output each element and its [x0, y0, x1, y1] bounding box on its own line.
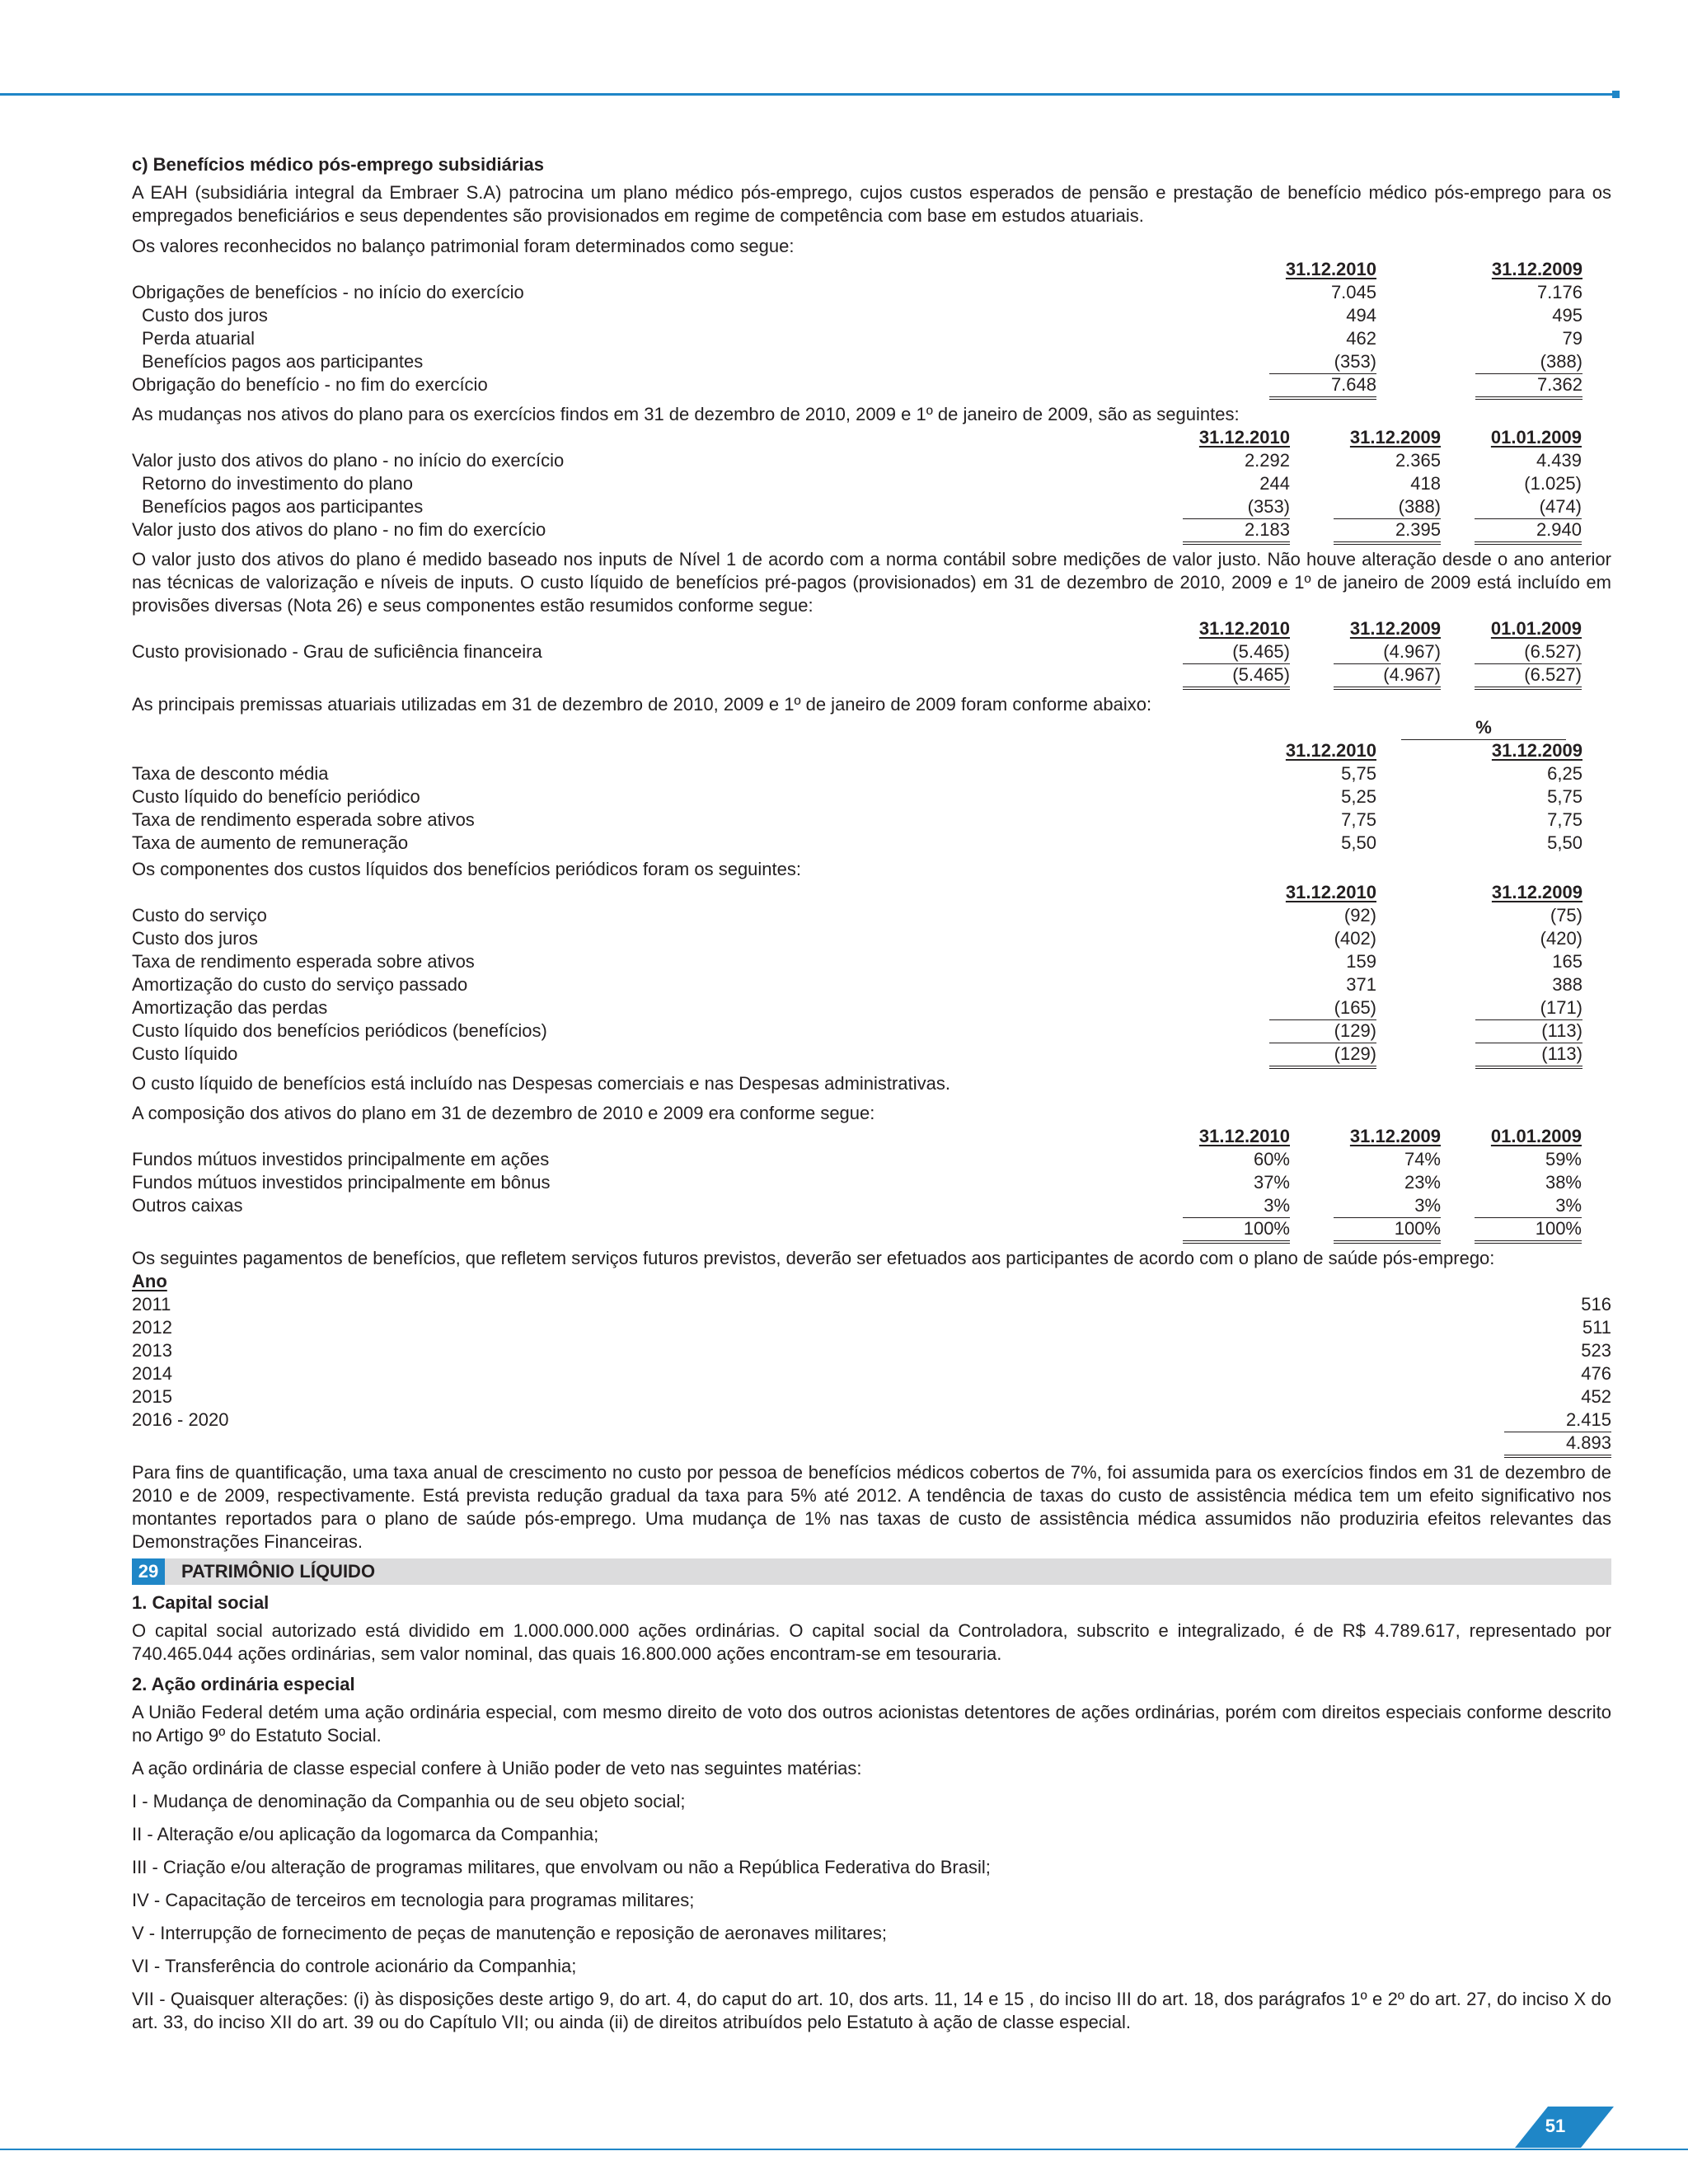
cell: 7.362 — [1475, 373, 1582, 400]
year-label: 2013 — [132, 1340, 172, 1361]
cell: (353) — [1269, 350, 1376, 374]
table-row — [132, 1019, 1611, 1043]
cell: 7.176 — [1536, 282, 1582, 302]
cell: (6.527) — [1475, 640, 1582, 664]
table-header-row — [132, 1125, 1611, 1148]
row-label: Perda atuarial — [142, 328, 255, 349]
row-label: Benefícios pagos aos participantes — [142, 351, 424, 372]
cell: (353) — [1183, 495, 1290, 519]
veto-item: I - Mudança de denominação da Companhia ou de seu objeto social; — [132, 1791, 686, 1811]
cell: 495 — [1552, 305, 1582, 326]
column-header: 01.01.2009 — [1490, 1126, 1582, 1146]
cell: 7,75 — [1547, 809, 1582, 830]
table-row — [132, 1339, 1611, 1362]
plan-composition-intro: A composição dos ativos do plano em 31 de dezembro de 2010 e 2009 era conforme segue: — [132, 1103, 875, 1123]
row-label: Obrigação do benefício - no fim do exercício — [132, 374, 488, 395]
cell: 3% — [1475, 1194, 1582, 1218]
row-label: Outros caixas — [132, 1195, 243, 1216]
table-row — [132, 808, 1611, 832]
cell: 523 — [1581, 1340, 1611, 1361]
cell: 38% — [1545, 1172, 1582, 1193]
table-row — [132, 350, 1611, 373]
row-label: Taxa de desconto média — [132, 763, 329, 784]
veto-item: IV - Capacitação de terceiros em tecnologia para programas militares; — [132, 1890, 695, 1910]
cell: 516 — [1581, 1294, 1611, 1315]
veto-item: III - Criação e/ou alteração de programas militares, que envolvam ou não a República Federativa do Brasil; — [132, 1857, 991, 1877]
future-payments-intro: Os seguintes pagamentos de benefícios, que refletem serviços futuros previstos, deverão ser efetuados aos participantes de acordo com o plano de saúde pós-emprego: — [132, 1248, 1495, 1268]
table-row — [132, 1194, 1611, 1217]
capital-social-text: O capital social autorizado está dividido em 1.000.000.000 ações ordinárias. O capital social da Controladora, subscrito e integralizado, é de R$ 4.789.617, representado por 740.465.044 ações ordinárias, sem valor nominal, das quais 16.800.000 ações encontram-se em tesouraria. — [132, 1620, 1611, 1664]
percent-header-row — [132, 716, 1611, 739]
page-content — [132, 153, 1611, 2041]
cell: 5,50 — [1547, 832, 1582, 853]
column-header: 31.12.2010 — [1198, 1126, 1290, 1146]
cell: 3% — [1334, 1194, 1441, 1218]
plan-composition-table — [132, 1125, 1611, 1240]
row-label: Custo dos juros — [142, 305, 268, 326]
cell: 2.292 — [1244, 450, 1290, 471]
cell: 388 — [1552, 974, 1582, 995]
cell: (129) — [1269, 1019, 1376, 1043]
cell: 244 — [1259, 473, 1290, 494]
table-row — [132, 904, 1611, 927]
row-label: Obrigações de benefícios - no início do exercício — [132, 282, 524, 302]
table-row — [132, 304, 1611, 327]
column-header: 31.12.2010 — [1285, 882, 1376, 902]
page-number: 51 — [1545, 2116, 1566, 2136]
assets-changes-intro: As mudanças nos ativos do plano para os exercícios findos em 31 de dezembro de 2010, 2009 e 1º de janeiro de 2009, são as seguintes: — [132, 404, 1240, 424]
row-label: Custo líquido dos benefícios periódicos (benefícios) — [132, 1020, 547, 1041]
cell: (92) — [1343, 905, 1376, 926]
section-title: PATRIMÔNIO LÍQUIDO — [181, 1561, 376, 1582]
column-header: 31.12.2010 — [1285, 259, 1376, 279]
cell: 5,75 — [1547, 786, 1582, 807]
cell: 511 — [1582, 1317, 1611, 1338]
section-29-header — [132, 1558, 1611, 1585]
column-header: 31.12.2009 — [1349, 1126, 1441, 1146]
table-total-row — [132, 1217, 1611, 1240]
column-header: 31.12.2009 — [1349, 618, 1441, 639]
cell: 74% — [1404, 1149, 1441, 1169]
table-row — [132, 1316, 1611, 1339]
cell: 2.395 — [1334, 518, 1441, 545]
table-row — [132, 950, 1611, 973]
total-cell: 4.893 — [1504, 1432, 1611, 1458]
cell: (388) — [1475, 350, 1582, 374]
table-row — [132, 495, 1611, 518]
table-row — [132, 832, 1611, 855]
cell: (4.967) — [1334, 663, 1441, 690]
section-c-title: c) Benefícios médico pós-emprego subsidiárias — [132, 154, 545, 175]
table-row — [132, 785, 1611, 808]
table-row — [132, 1408, 1611, 1432]
cell: 100% — [1183, 1217, 1290, 1244]
cell: 7.648 — [1269, 373, 1376, 400]
table-header-row — [132, 1270, 1611, 1293]
cell: 5,50 — [1341, 832, 1376, 853]
obligations-table — [132, 258, 1611, 396]
table-row — [132, 327, 1611, 350]
cell: 7,75 — [1341, 809, 1376, 830]
table-row — [132, 973, 1611, 996]
cell: 418 — [1410, 473, 1441, 494]
cell: 60% — [1253, 1149, 1290, 1169]
row-label: Taxa de rendimento esperada sobre ativos — [132, 809, 475, 830]
row-label: Fundos mútuos investidos principalmente em bônus — [132, 1172, 551, 1193]
assumptions-intro: As principais premissas atuariais utilizadas em 31 de dezembro de 2010, 2009 e 1º de janeiro de 2009 foram conforme abaixo: — [132, 694, 1152, 715]
table-row — [132, 1362, 1611, 1385]
fair-value-paragraph: O valor justo dos ativos do plano é medido baseado nos inputs de Nível 1 de acordo com a norma contábil sobre medições de valor justo. Não houve alteração desde o ano anterior nas técnicas de valorização e níveis de inputs. O custo líquido de benefícios pré-pagos (provisionados) em 31 de dezembro de 2010, 2009 e 1º de janeiro de 2009 está incluído em provisões diversas (Nota 26) e seus componentes estão resumidos conforme segue: — [132, 549, 1611, 616]
table-row — [132, 449, 1611, 472]
table-row — [132, 1293, 1611, 1316]
balance-intro: Os valores reconhecidos no balanço patrimonial foram determinados como segue: — [132, 236, 795, 256]
table-total-row — [132, 373, 1611, 396]
table-row — [132, 1148, 1611, 1171]
cell: (75) — [1550, 905, 1582, 926]
table-header-row — [132, 426, 1611, 449]
column-header: 31.12.2009 — [1491, 882, 1582, 902]
table-header-row — [132, 258, 1611, 281]
cell: 2.940 — [1475, 518, 1582, 545]
year-header: Ano — [132, 1271, 167, 1291]
cell: (129) — [1269, 1043, 1376, 1069]
cell: 5,75 — [1341, 763, 1376, 784]
cell: (388) — [1334, 495, 1441, 519]
table-row — [132, 472, 1611, 495]
bottom-rule — [0, 2149, 1688, 2150]
veto-intro: A ação ordinária de classe especial confere à União poder de veto nas seguintes matérias: — [132, 1758, 862, 1779]
table-total-row — [132, 663, 1611, 687]
column-header: 01.01.2009 — [1490, 618, 1582, 639]
year-label: 2011 — [132, 1294, 171, 1315]
veto-item: VI - Transferência do controle acionário da Companhia; — [132, 1956, 577, 1976]
cell: 159 — [1346, 951, 1376, 972]
row-label: Custo dos juros — [132, 928, 258, 949]
closing-paragraph: Para fins de quantificação, uma taxa anual de crescimento no custo por pessoa de benefícios médicos cobertos de 7%, foi assumida para os exercícios findos em 31 de dezembro de 2010 e de 2009, respectivamente. Está prevista redução gradual da taxa para 5% até 2012. A tendência de taxas do custo de assistência médica tem um efeito significativo nos montantes reportados para o plano de saúde pós-emprego. Uma mudança de 1% nas taxas de custo de assistência médica assumidos não produziria efeitos relevantes das Demonstrações Financeiras. — [132, 1462, 1611, 1552]
column-header: 31.12.2009 — [1349, 427, 1441, 448]
cell: 452 — [1581, 1386, 1611, 1407]
section-number: 29 — [132, 1558, 165, 1585]
table-row — [132, 640, 1611, 663]
cell: 2.365 — [1395, 450, 1441, 471]
year-label: 2012 — [132, 1317, 172, 1338]
table-row — [132, 1385, 1611, 1408]
special-share-title: 2. Ação ordinária especial — [132, 1674, 355, 1694]
row-label: Retorno do investimento do plano — [142, 473, 413, 494]
net-cost-note: O custo líquido de benefícios está incluído nas Despesas comerciais e nas Despesas administrativas. — [132, 1073, 950, 1094]
row-label: Taxa de rendimento esperada sobre ativos — [132, 951, 475, 972]
future-payments-table — [132, 1270, 1611, 1455]
cost-components-table — [132, 881, 1611, 1066]
cell: (165) — [1269, 996, 1376, 1020]
year-label: 2014 — [132, 1363, 172, 1384]
row-label: Custo provisionado - Grau de suficiência financeira — [132, 641, 542, 662]
top-rule-marker — [1612, 91, 1620, 98]
column-header: 31.12.2010 — [1198, 618, 1290, 639]
cell: 462 — [1346, 328, 1376, 349]
cell: 4.439 — [1536, 450, 1582, 471]
cell: (474) — [1475, 495, 1582, 519]
cell: 6,25 — [1547, 763, 1582, 784]
cost-components-intro: Os componentes dos custos líquidos dos benefícios periódicos foram os seguintes: — [132, 859, 802, 879]
veto-item: II - Alteração e/ou aplicação da logomarca da Companhia; — [132, 1824, 599, 1844]
row-label: Custo do serviço — [132, 905, 267, 926]
cell: 23% — [1404, 1172, 1441, 1193]
percent-label: % — [1401, 716, 1566, 740]
veto-item: VII - Quaisquer alterações: (i) às disposições deste artigo 9, do art. 4, do caput do art. 10, dos arts. 11, 14 e 15 , do inciso III do art. 18, dos parágrafos 1º e 2º do art. 27, do inciso X do art. 33, do inciso XII do art. 39 ou do Capítulo VII; ou ainda (ii) de direitos atribuídos pelo Estatuto à ação de classe especial. — [132, 1989, 1611, 2032]
cell: 3% — [1183, 1194, 1290, 1218]
table-total-row — [132, 1043, 1611, 1066]
column-header: 01.01.2009 — [1490, 427, 1582, 448]
cell: (420) — [1540, 928, 1582, 949]
row-label: Taxa de aumento de remuneração — [132, 832, 409, 853]
cell: 2.183 — [1183, 518, 1290, 545]
column-header: 31.12.2009 — [1491, 259, 1582, 279]
assumptions-table — [132, 716, 1611, 855]
row-label: Amortização do custo do serviço passado — [132, 974, 468, 995]
cell: 79 — [1562, 328, 1582, 349]
cell: 37% — [1253, 1172, 1290, 1193]
cell: 371 — [1346, 974, 1376, 995]
column-header: 31.12.2009 — [1491, 740, 1582, 761]
provisioned-cost-table — [132, 617, 1611, 687]
cell: (113) — [1475, 1043, 1582, 1069]
cell: (171) — [1475, 996, 1582, 1020]
year-label: 2016 - 2020 — [132, 1409, 229, 1430]
cell: 476 — [1581, 1363, 1611, 1384]
table-header-row — [132, 881, 1611, 904]
table-row — [132, 762, 1611, 785]
special-share-text: A União Federal detém uma ação ordinária especial, com mesmo direito de voto dos outros acionistas detentores de ações ordinárias, porém com direitos especiais conforme descrito no Artigo 9º do Estatuto Social. — [132, 1702, 1611, 1746]
row-label: Valor justo dos ativos do plano - no fim do exercício — [132, 519, 546, 540]
cell: (402) — [1334, 928, 1376, 949]
cell: 165 — [1552, 951, 1582, 972]
year-label: 2015 — [132, 1386, 172, 1407]
table-header-row — [132, 739, 1611, 762]
cell: (6.527) — [1475, 663, 1582, 690]
row-label: Benefícios pagos aos participantes — [142, 496, 424, 517]
table-total-row — [132, 1432, 1611, 1455]
table-total-row — [132, 518, 1611, 541]
cell: 100% — [1475, 1217, 1582, 1244]
cell: 7.045 — [1330, 282, 1376, 302]
table-row — [132, 927, 1611, 950]
top-rule — [0, 93, 1617, 96]
row-label: Amortização das perdas — [132, 997, 328, 1018]
table-row — [132, 281, 1611, 304]
cell: (1.025) — [1524, 473, 1582, 494]
cell: 494 — [1346, 305, 1376, 326]
table-row — [132, 996, 1611, 1019]
cell: 59% — [1545, 1149, 1582, 1169]
table-row — [132, 1171, 1611, 1194]
cell: (5.465) — [1183, 640, 1290, 664]
row-label: Fundos mútuos investidos principalmente em ações — [132, 1149, 550, 1169]
table-header-row — [132, 617, 1611, 640]
veto-item: V - Interrupção de fornecimento de peças de manutenção e reposição de aeronaves militares; — [132, 1923, 887, 1943]
cell: 2.415 — [1504, 1408, 1611, 1432]
row-label: Valor justo dos ativos do plano - no início do exercício — [132, 450, 565, 471]
cell: 100% — [1334, 1217, 1441, 1244]
column-header: 31.12.2010 — [1285, 740, 1376, 761]
row-label: Custo líquido do benefício periódico — [132, 786, 420, 807]
plan-assets-table — [132, 426, 1611, 541]
cell: (5.465) — [1183, 663, 1290, 690]
cell: (4.967) — [1334, 640, 1441, 664]
cell: (113) — [1475, 1019, 1582, 1043]
capital-social-title: 1. Capital social — [132, 1592, 270, 1613]
row-label: Custo líquido — [132, 1043, 238, 1064]
column-header: 31.12.2010 — [1198, 427, 1290, 448]
cell: 5,25 — [1341, 786, 1376, 807]
section-c-intro: A EAH (subsidiária integral da Embraer S.A) patrocina um plano médico pós-emprego, cujos custos esperados de pensão e prestação de benefício médico pós-emprego para os empregados beneficiários e seus dependentes são provisionados em regime de competência com base em estudos atuariais. — [132, 182, 1611, 226]
